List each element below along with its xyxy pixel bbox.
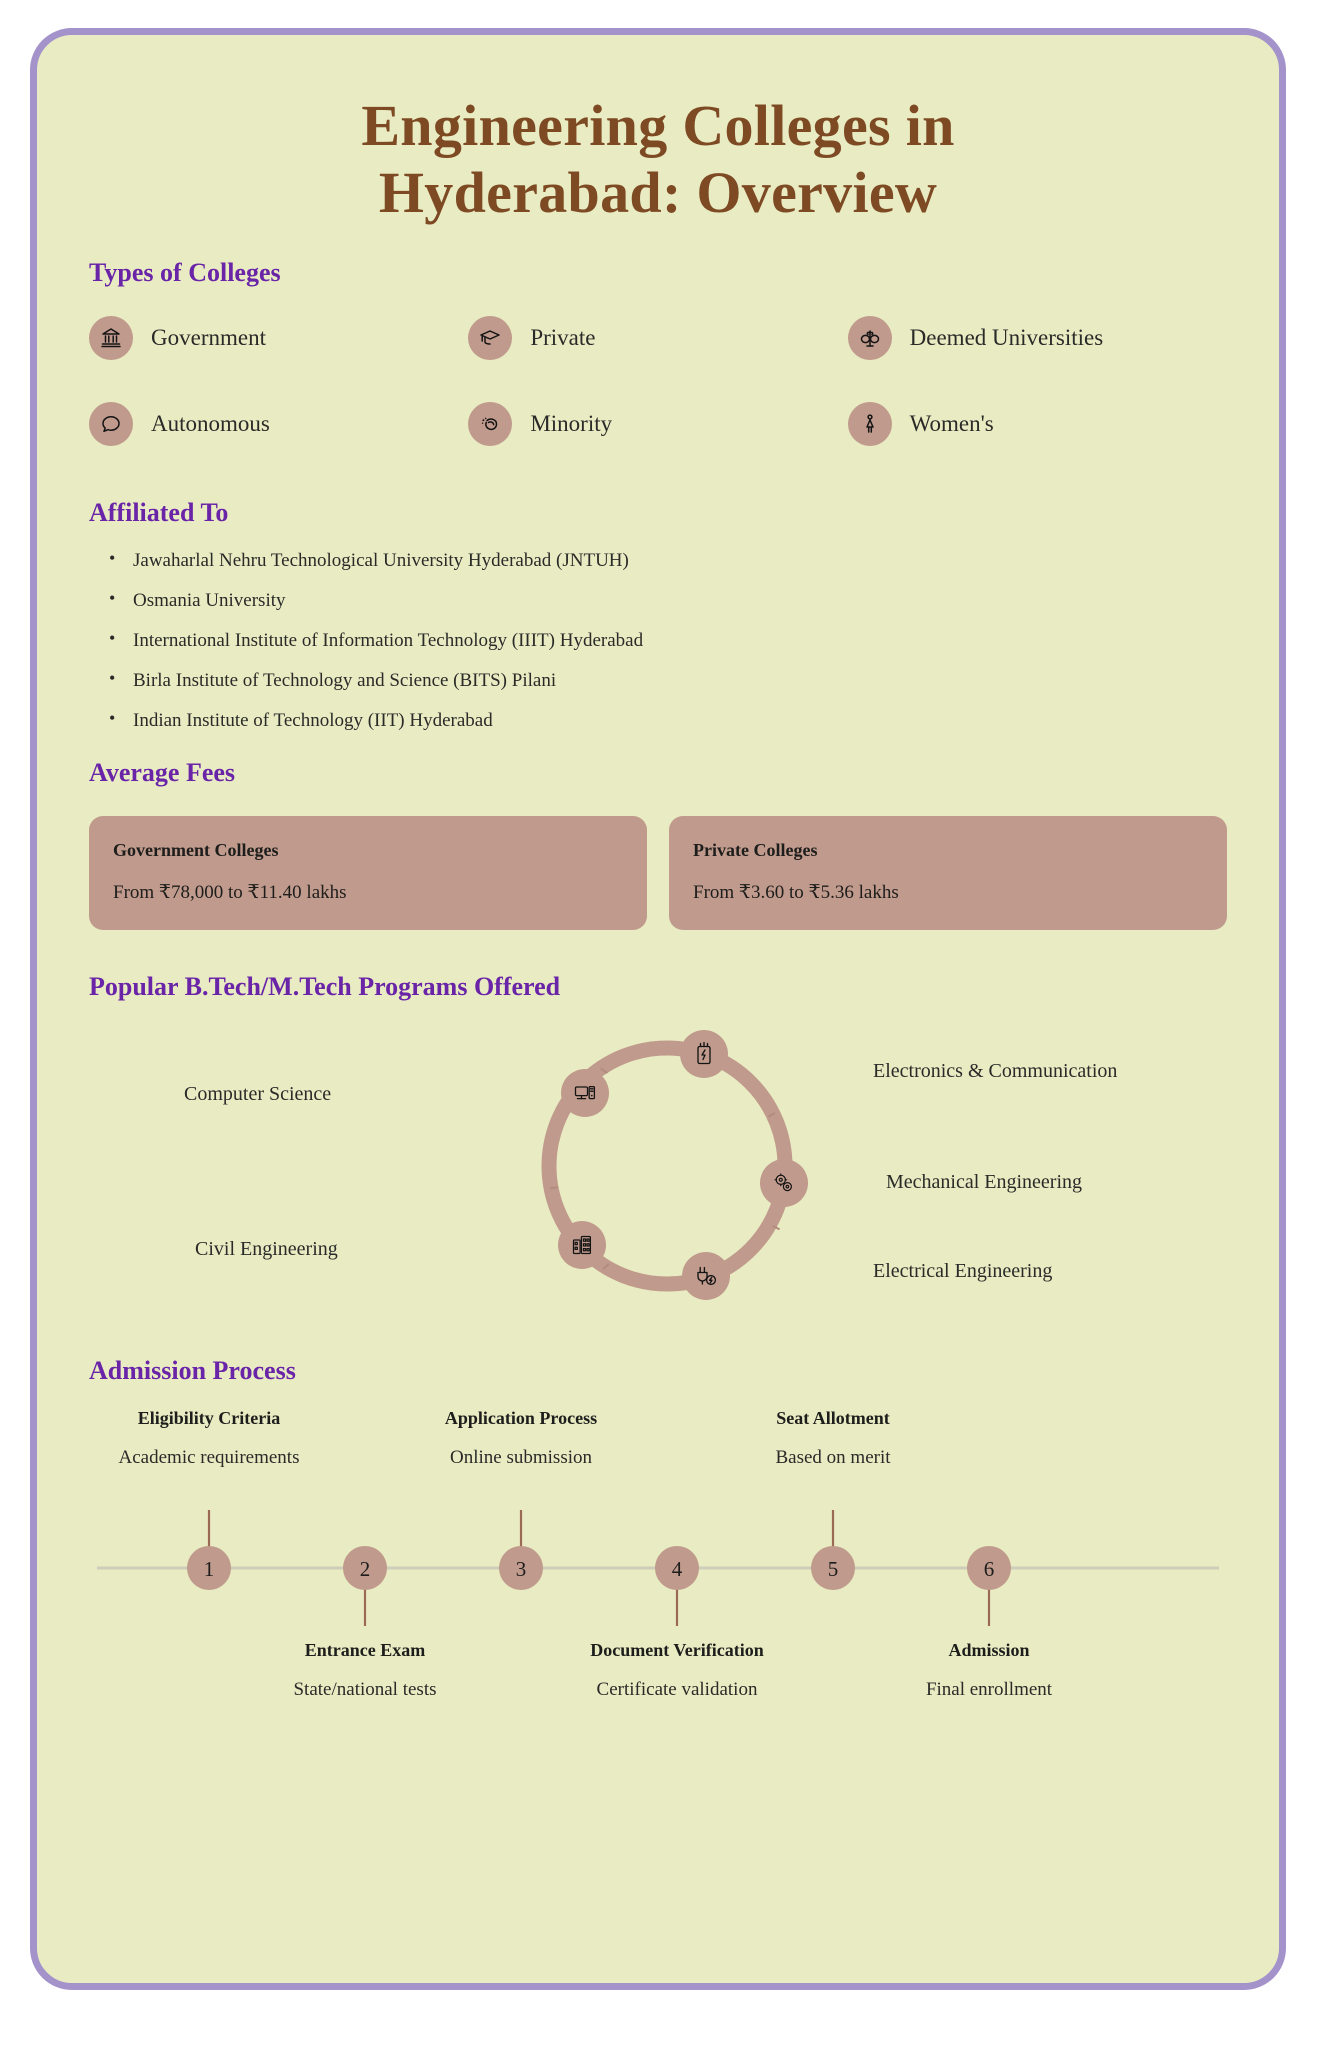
type-label: Private [530,325,596,351]
timeline-step-5-labels [775,1408,890,1469]
programs-ring [37,1008,1279,1328]
timeline-node-1[interactable] [187,1546,231,1590]
svg-text:3: 3 [515,1557,527,1582]
timeline-step-title: Admission [948,1640,1030,1661]
timeline-step-desc: Final enrollment [925,1679,1053,1701]
type-label: Women's [909,411,994,437]
fee-card-range: From ₹3.60 to ₹5.36 lakhs [693,882,899,904]
types-row-1 [89,316,1227,360]
program-label-civil: Civil Engineering [195,1238,338,1261]
page-title [37,35,1279,226]
affiliated-list [37,550,1279,732]
types-heading: Types of Colleges [89,258,281,288]
type-label: Minority [530,411,613,437]
list-item: • Jawaharlal Nehru Technological University Hyderabad (JNTUH) [133,550,1279,572]
type-item-minority[interactable] [468,402,847,446]
fee-card-range: From ₹78,000 to ₹11.40 lakhs [113,882,347,904]
timeline-node-3[interactable] [499,1546,543,1590]
type-item-womens[interactable] [848,402,1227,446]
timeline-step-desc: Based on merit [775,1447,891,1469]
page-title-line-2: Hyderabad: Overview [378,159,938,225]
timeline-node-5[interactable] [811,1546,855,1590]
timeline-step-title: Document Verification [590,1640,764,1661]
timeline-step-title: Eligibility Criteria [137,1408,281,1429]
program-node-electronics[interactable] [680,1030,728,1078]
svg-text:6: 6 [983,1557,995,1582]
timeline-step-1-labels [119,1408,300,1469]
programs-heading: Popular B.Tech/M.Tech Programs Offered [89,972,561,1002]
type-label: Government [151,325,266,351]
fee-card-government [89,816,647,930]
bank-icon [89,316,133,360]
timeline-step-desc: Certificate validation [596,1679,758,1701]
type-label: Deemed Universities [909,325,1104,351]
admission-heading: Admission Process [89,1356,296,1386]
program-node-mechanical[interactable] [760,1159,808,1207]
cloud-dots-icon [468,402,512,446]
timeline-step-desc: Academic requirements [118,1447,300,1469]
program-node-electrical[interactable] [682,1252,730,1300]
page-title-line-1: Engineering Colleges in [361,93,955,158]
list-item: • International Institute of Information Technology (IIIT) Hyderabad [133,630,1279,652]
type-label: Autonomous [151,411,270,437]
timeline-step-6-labels [926,1640,1052,1701]
program-label-mechanical: Mechanical Engineering [886,1171,1083,1194]
programs-section [37,972,1279,1328]
timeline-node-6[interactable] [967,1546,1011,1590]
graduation-cap-icon [468,316,512,360]
timeline-step-4-labels [590,1640,763,1701]
timeline-step-2-labels [293,1640,436,1701]
svg-text:5: 5 [827,1557,839,1582]
fees-heading: Average Fees [89,758,236,788]
admission-timeline [37,1400,1279,1730]
timeline-node-4[interactable] [655,1546,699,1590]
timeline-step-desc: Online submission [450,1447,592,1469]
svg-text:4: 4 [671,1557,683,1582]
timeline-step-title: Entrance Exam [304,1640,426,1661]
program-label-electronics: Electronics & Communication [873,1060,1118,1083]
timeline-step-desc: State/national tests [293,1679,437,1701]
svg-text:2: 2 [359,1557,371,1582]
svg-text:1: 1 [203,1557,215,1582]
timeline-step-3-labels [445,1408,597,1469]
fee-card-title: Private Colleges [693,840,818,861]
fees-section [37,758,1279,930]
programs-ring-svg [37,1008,1279,1328]
program-node-computer-science[interactable] [561,1069,609,1117]
infographic-card [30,28,1286,1990]
program-label-electrical: Electrical Engineering [873,1260,1053,1283]
types-section [37,258,1279,446]
type-item-government[interactable] [89,316,468,360]
woman-figure-icon [848,402,892,446]
program-label-computer-science: Computer Science [184,1083,332,1106]
affiliated-section [37,498,1279,732]
list-item: • Birla Institute of Technology and Science (BITS) Pilani [133,670,1279,692]
list-item: • Indian Institute of Technology (IIT) Hyderabad [133,710,1279,732]
fee-card-title: Government Colleges [113,840,279,861]
speech-bubble-icon [89,402,133,446]
timeline-node-2[interactable] [343,1546,387,1590]
fee-cards [37,816,1279,930]
scales-icon [848,316,892,360]
list-item: • Osmania University [133,590,1279,612]
timeline-step-title: Seat Allotment [776,1408,890,1429]
type-item-deemed-universities[interactable] [848,316,1227,360]
admission-section [37,1356,1279,1730]
program-node-civil[interactable] [558,1221,606,1269]
affiliated-heading: Affiliated To [89,498,229,528]
type-item-autonomous[interactable] [89,402,468,446]
type-item-private[interactable] [468,316,847,360]
fee-card-private [669,816,1227,930]
types-row-2 [89,402,1227,446]
timeline-step-title: Application Process [444,1408,598,1429]
